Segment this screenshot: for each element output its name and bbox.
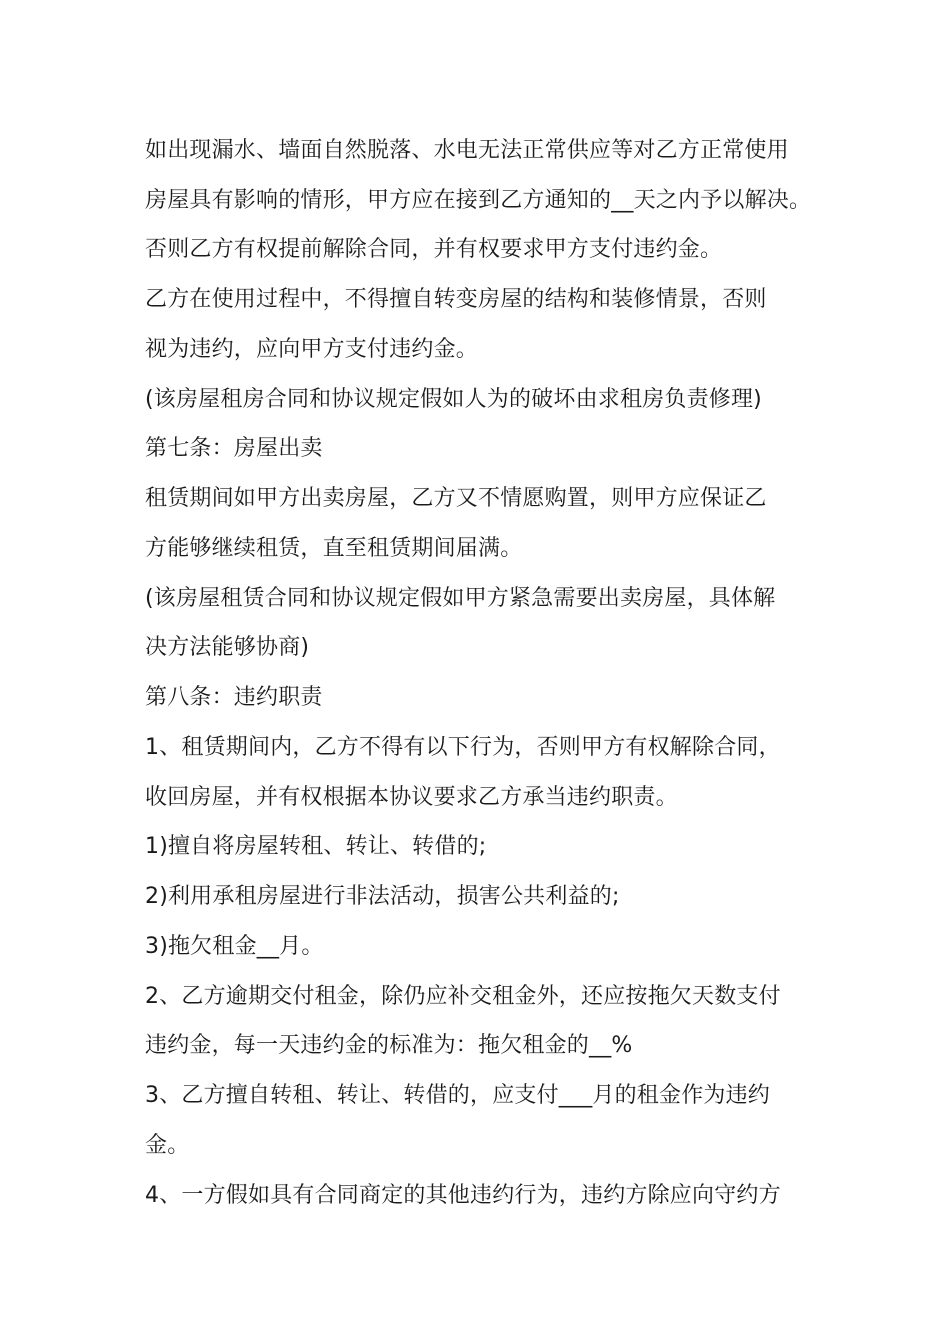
text-line: 4、一方假如具有合同商定的其他违约行为，违约方除应向守约方	[145, 1183, 781, 1208]
text-line: 否则乙方有权提前解除合同，并有权要求甲方支付违约金。	[145, 237, 723, 262]
text-line: 租赁期间如甲方出卖房屋，乙方又不情愿购置，则甲方应保证乙	[145, 486, 767, 511]
text-line: (该房屋租赁合同和协议规定假如甲方紧急需要出卖房屋，具体解	[145, 586, 776, 611]
text-line: 如出现漏水、墙面自然脱落、水电无法正常供应等对乙方正常使用	[145, 138, 789, 163]
text-line: 3、乙方擅自转租、转让、转借的，应支付___月的租金作为违约	[145, 1083, 770, 1108]
text-line: 金。	[145, 1133, 190, 1158]
text-line: 视为违约，应向甲方支付违约金。	[145, 337, 479, 362]
text-line: 1、租赁期间内，乙方不得有以下行为，否则甲方有权解除合同，	[145, 735, 781, 760]
list-item: 3)拖欠租金__月。	[145, 934, 324, 959]
list-item: 2)利用承租房屋进行非法活动，损害公共利益的;	[145, 884, 620, 909]
text-line: 2、乙方逾期交付租金，除仍应补交租金外，还应按拖欠天数支付	[145, 984, 781, 1009]
text-line: (该房屋租房合同和协议规定假如人为的破坏由求租房负责修理)	[145, 387, 762, 412]
text-line: 乙方在使用过程中，不得擅自转变房屋的结构和装修情景，否则	[145, 287, 767, 312]
text-line: 决方法能够协商)	[145, 635, 310, 660]
text-line: 方能够继续租赁，直至租赁期间届满。	[145, 536, 523, 561]
section-heading: 第七条：房屋出卖	[145, 436, 323, 461]
text-line: 收回房屋，并有权根据本协议要求乙方承当违约职责。	[145, 785, 678, 810]
list-item: 1)擅自将房屋转租、转让、转借的;	[145, 834, 487, 859]
text-line: 房屋具有影响的情形，甲方应在接到乙方通知的__天之内予以解决。	[145, 188, 812, 213]
section-heading: 第八条：违约职责	[145, 685, 323, 710]
text-line: 违约金，每一天违约金的标准为：拖欠租金的__%	[145, 1033, 633, 1058]
